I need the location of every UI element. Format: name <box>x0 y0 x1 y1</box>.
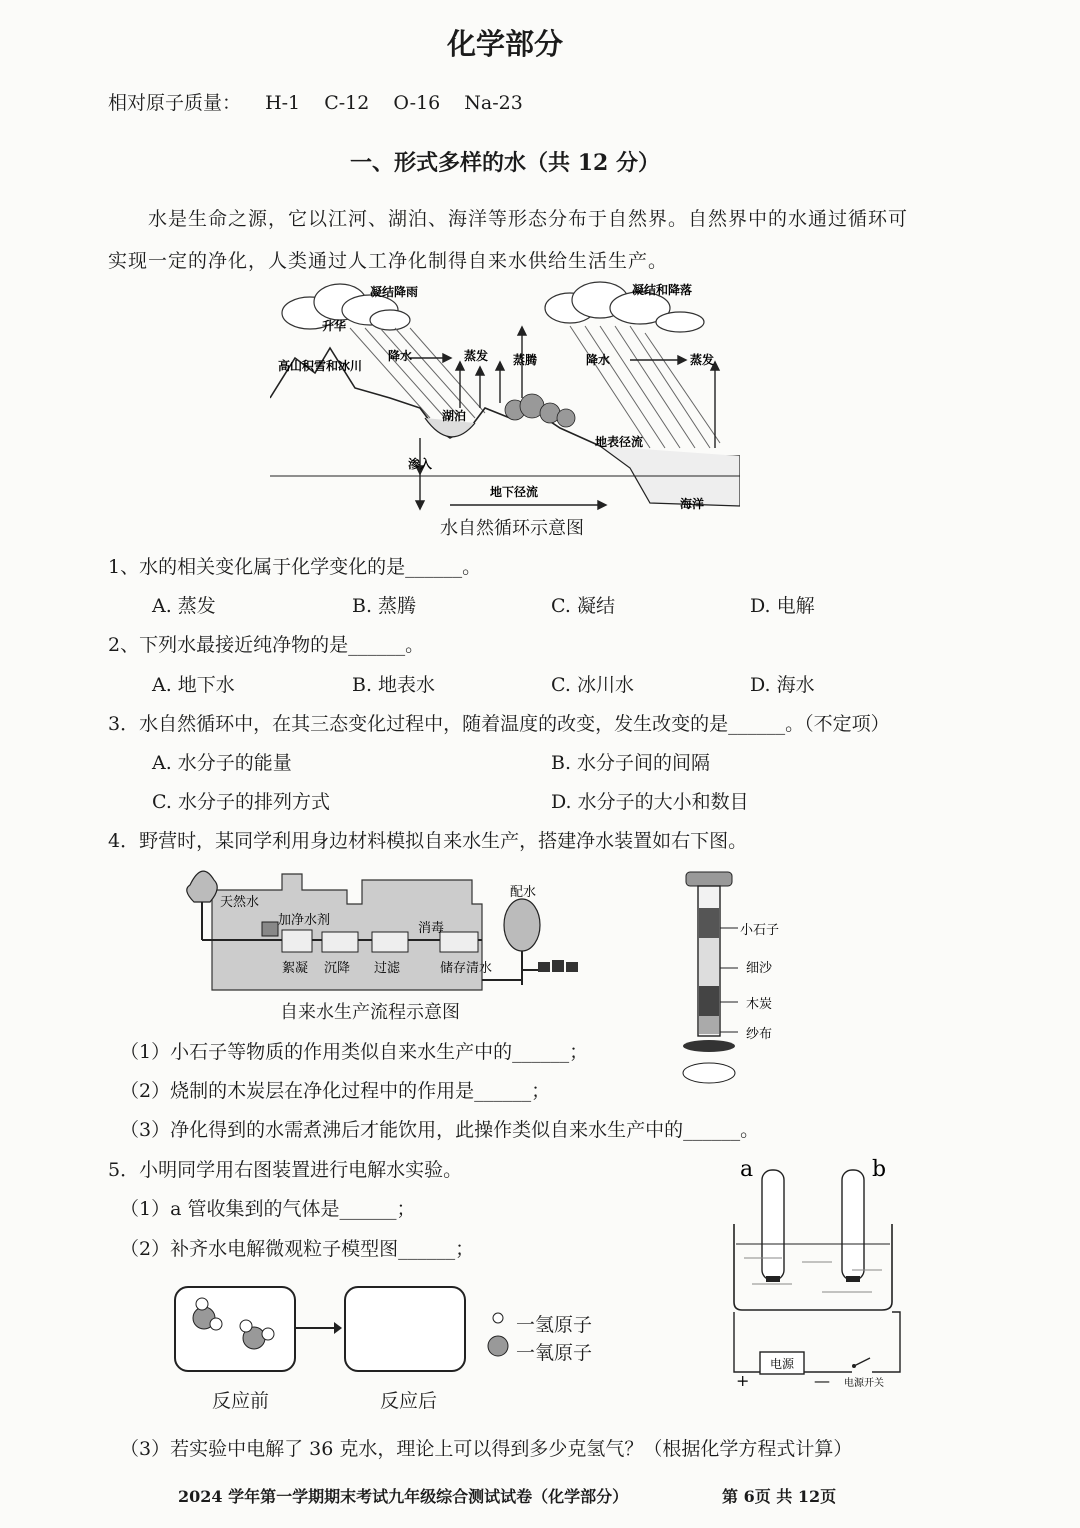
legend-oxygen: 一氧原子 <box>516 1342 593 1364</box>
legend-hydrogen: 一氢原子 <box>516 1314 593 1336</box>
question-3: 3．水自然循环中，在其三态变化过程中，随着温度的改变，发生改变的是______。（不定项） <box>108 713 890 735</box>
tube-b-label: b <box>872 1157 887 1182</box>
q5-sub-3: （3）若实验中电解了 36 克水，理论上可以得到多少克氢气？（根据化学方程式计算） <box>120 1438 853 1460</box>
q3-option-d: D. 水分子的大小和数目 <box>551 791 749 813</box>
atomic-mass-na: Na-23 <box>464 92 523 114</box>
water-plant-diagram <box>182 860 582 996</box>
label-rain-right: 降水 <box>586 353 611 367</box>
water-molecules-icon <box>176 1288 294 1370</box>
reaction-arrow-icon <box>294 1318 344 1338</box>
rain-left <box>350 328 485 418</box>
q1-option-d: D. 电解 <box>750 595 815 617</box>
q2-option-d: D. 海水 <box>750 674 815 696</box>
oxygen-atom-icon <box>488 1336 508 1356</box>
label-transpiration: 蒸腾 <box>513 353 538 367</box>
tube-a-icon <box>762 1170 784 1280</box>
tube-b-icon <box>842 1170 864 1280</box>
page-title: 化学部分 <box>446 27 563 61</box>
q3-option-b: B. 水分子间的间隔 <box>551 752 711 774</box>
trough-icon <box>734 1224 892 1310</box>
q1-option-a: A. 蒸发 <box>152 595 216 617</box>
plant-label-additive: 加净水剂 <box>278 913 331 928</box>
filter-label-gauze: 纱布 <box>746 1027 773 1042</box>
plant-label-coagulate: 絮凝 <box>282 961 309 976</box>
trees-icon <box>505 394 575 427</box>
q1-option-b: B. 蒸腾 <box>352 595 417 617</box>
hydrogen-atom-icon <box>493 1313 503 1323</box>
water-cycle-caption: 水自然循环示意图 <box>440 518 584 539</box>
question-2: 2、下列水最接近纯净物的是______。 <box>108 634 425 656</box>
question-4: 4．野营时，某同学利用身边材料模拟自来水生产，搭建净水装置如右下图。 <box>108 830 748 852</box>
plus-label: + <box>736 1371 750 1390</box>
q4-sub-1: （1）小石子等物质的作用类似自来水生产中的______； <box>120 1041 589 1063</box>
q4-sub-3: （3）净化得到的水需煮沸后才能饮用，此操作类似自来水生产中的______。 <box>120 1119 760 1141</box>
q3-option-c: C. 水分子的排列方式 <box>152 791 330 813</box>
plant-label-filter: 过滤 <box>374 961 401 976</box>
plant-label-storage: 储存清水 <box>440 961 493 976</box>
filter-label-sand: 细沙 <box>746 961 773 976</box>
footer-exam-title: 2024 学年第一学期期末考试九年级综合测试试卷（化学部分） <box>178 1487 629 1506</box>
q1-option-c: C. 凝结 <box>551 595 615 617</box>
water-cycle-diagram <box>270 278 740 518</box>
power-label: 电源 <box>770 1357 795 1371</box>
intro-line-1: 水是生命之源，它以江河、湖泊、海洋等形态分布于自然界。自然界中的水通过循环可 <box>148 208 909 230</box>
label-infiltration: 渗入 <box>408 457 433 471</box>
q5-sub-1: （1）a 管收集到的气体是______； <box>120 1198 416 1220</box>
filter-label-stones: 小石子 <box>740 923 780 938</box>
houses-icon <box>538 960 578 972</box>
tube-a-label: a <box>740 1157 754 1182</box>
plant-caption: 自来水生产流程示意图 <box>280 1002 460 1023</box>
atomic-mass-c: C-12 <box>324 92 370 114</box>
after-reaction-box[interactable] <box>344 1286 466 1372</box>
label-evap-right: 蒸发 <box>690 353 715 367</box>
atomic-mass-o: O-16 <box>393 92 441 114</box>
label-sublimation: 升华 <box>322 319 347 333</box>
footer-page-number: 第 6页 共 12页 <box>722 1487 837 1506</box>
filter-label-charcoal: 木炭 <box>746 997 773 1012</box>
atomic-mass-h: H-1 <box>265 92 301 114</box>
question-1: 1、水的相关变化属于化学变化的是______。 <box>108 556 482 578</box>
label-groundwater: 地下径流 <box>490 485 539 499</box>
plant-label-settle: 沉降 <box>324 961 351 976</box>
label-snow: 高山积雪和冰川 <box>278 359 363 373</box>
question-5: 5．小明同学用右图装置进行电解水实验。 <box>108 1159 463 1181</box>
before-label: 反应前 <box>212 1390 270 1412</box>
label-evap-left: 蒸发 <box>464 349 489 363</box>
legend-icons <box>486 1308 516 1364</box>
label-ocean: 海洋 <box>680 497 705 511</box>
switch-label: 电源开关 <box>844 1378 884 1389</box>
electrolysis-diagram <box>722 1152 922 1392</box>
after-label: 反应后 <box>380 1390 438 1412</box>
before-reaction-box <box>174 1286 296 1372</box>
label-lake: 湖泊 <box>442 409 467 423</box>
section-title: 一、形式多样的水（共 12 分） <box>350 150 660 176</box>
rain-right <box>570 326 720 448</box>
q4-sub-2: （2）烧制的木炭层在净化过程中的作用是______； <box>120 1080 551 1102</box>
q2-option-b: B. 地表水 <box>352 674 436 696</box>
atomic-mass-label: 相对原子质量： <box>108 92 242 114</box>
atomic-mass-line <box>108 88 541 115</box>
label-condense-right: 凝结和降落 <box>632 283 693 297</box>
plant-label-distribute: 配水 <box>510 885 537 900</box>
label-condense-left: 凝结降雨 <box>370 285 419 299</box>
plant-label-disinfect: 消毒 <box>418 921 445 936</box>
filter-column-diagram <box>676 868 796 1090</box>
q2-option-a: A. 地下水 <box>152 674 235 696</box>
q3-option-a: A. 水分子的能量 <box>152 752 292 774</box>
plant-label-source: 天然水 <box>220 895 260 910</box>
label-surface-runoff: 地表径流 <box>595 435 644 449</box>
intro-line-2: 实现一定的净化，人类通过人工净化制得自来水供给生活生产。 <box>108 250 669 272</box>
minus-label: — <box>814 1371 830 1390</box>
q2-option-c: C. 冰川水 <box>551 674 634 696</box>
q5-sub-2: （2）补齐水电解微观粒子模型图______； <box>120 1238 475 1260</box>
label-rain-left: 降水 <box>388 349 413 363</box>
